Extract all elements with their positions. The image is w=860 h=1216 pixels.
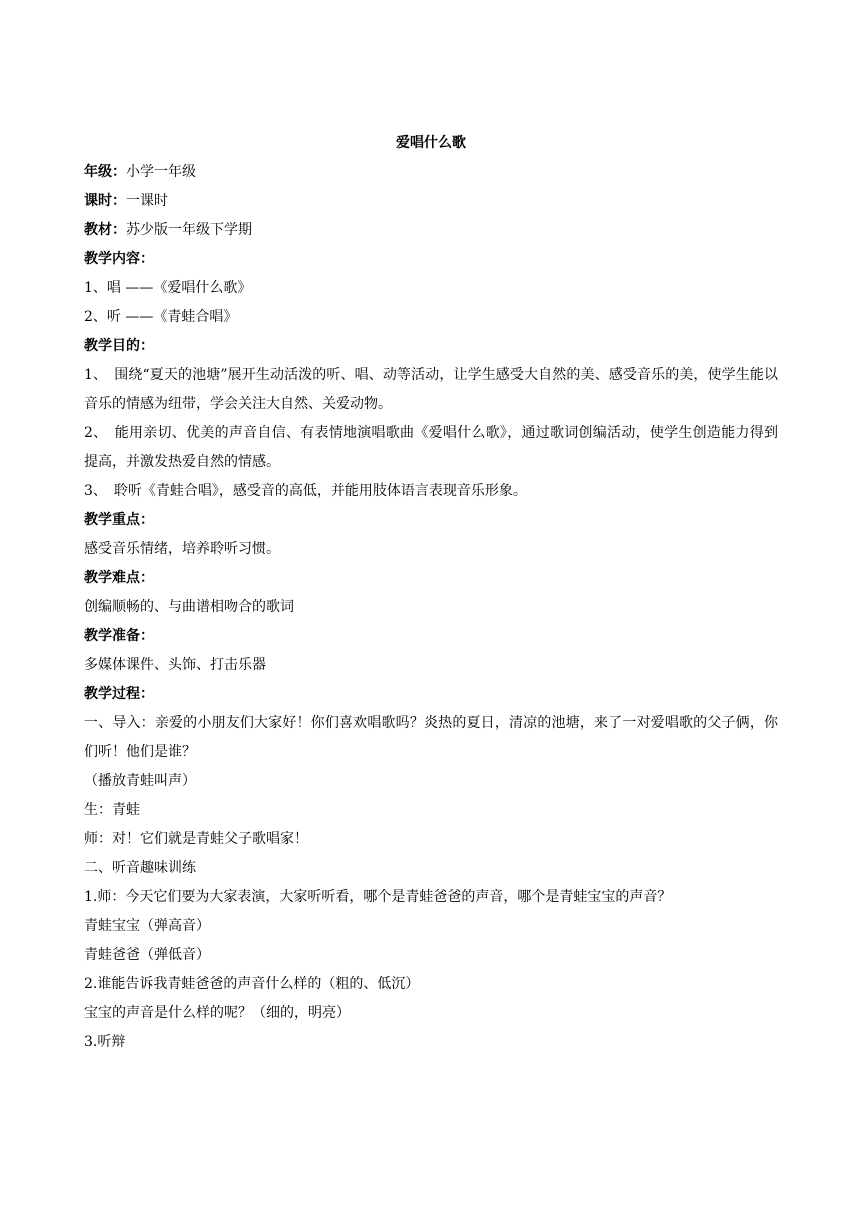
process-line: 2.谁能告诉我青蛙爸爸的声音什么样的（粗的、低沉）: [84, 976, 420, 992]
teaching-content-heading: 教学内容：: [84, 251, 154, 267]
process-line: 青蛙爸爸（弹低音）: [84, 947, 210, 963]
period-label: 课时：: [84, 193, 126, 209]
process-line: 师：对！它们就是青蛙父子歌唱家！: [84, 831, 308, 847]
document-body: [84, 129, 778, 1057]
teaching-content-item: 2、听 ——《青蛙合唱》: [84, 309, 238, 325]
objective-item: 3、 聆听《青蛙合唱》，感受音的高低，并能用肢体语言表现音乐形象。: [84, 483, 527, 499]
process-line: 1.师：今天它们要为大家表演，大家听听看，哪个是青蛙爸爸的声音，哪个是青蛙宝宝的声音？: [84, 889, 672, 905]
grade-label: 年级：: [84, 164, 126, 180]
document-title: 爱唱什么歌: [396, 135, 466, 151]
difficulties-heading: 教学难点：: [84, 570, 154, 586]
process-line: （播放青蛙叫声）: [84, 773, 196, 789]
textbook-label: 教材：: [84, 222, 126, 238]
process-line: 宝宝的声音是什么样的呢？（细的，明亮）: [84, 1005, 350, 1021]
key-points-heading: 教学重点：: [84, 512, 154, 528]
process-heading: 教学过程：: [84, 686, 154, 702]
period-line: [84, 187, 778, 216]
grade-line: [84, 158, 778, 187]
process-line: 二、听音趣味训练: [84, 860, 196, 876]
process-line: 青蛙宝宝（弹高音）: [84, 918, 210, 934]
objective-item: 1、 围绕“夏天的池塘”展开生动活泼的听、唱、动等活动，让学生感受大自然的美、感受音乐的美，使学生能以音乐的情感为纽带，学会关注大自然、关爱动物。: [84, 367, 778, 412]
process-line: 生：青蛙: [84, 802, 140, 818]
preparation-text: 多媒体课件、头饰、打击乐器: [84, 657, 266, 673]
process-line: 一、导入：亲爱的小朋友们大家好！你们喜欢唱歌吗？炎热的夏日，清凉的池塘，来了一对爱唱歌的父子俩，你们听！他们是谁？: [84, 715, 778, 760]
textbook-value: 苏少版一年级下学期: [126, 222, 252, 238]
process-line: 3.听辩: [84, 1034, 126, 1050]
objectives-heading: 教学目的：: [84, 338, 154, 354]
grade-value: 小学一年级: [126, 164, 196, 180]
difficulties-text: 创编顺畅的、与曲谱相吻合的歌词: [84, 599, 294, 615]
textbook-line: [84, 216, 778, 245]
teaching-content-item: 1、唱 ——《爱唱什么歌》: [84, 280, 252, 296]
period-value: 一课时: [126, 193, 168, 209]
preparation-heading: 教学准备：: [84, 628, 154, 644]
objective-item: 2、 能用亲切、优美的声音自信、有表情地演唱歌曲《爱唱什么歌》，通过歌词创编活动，使学生创造能力得到提高，并激发热爱自然的情感。: [84, 425, 778, 470]
key-points-text: 感受音乐情绪，培养聆听习惯。: [84, 541, 280, 557]
